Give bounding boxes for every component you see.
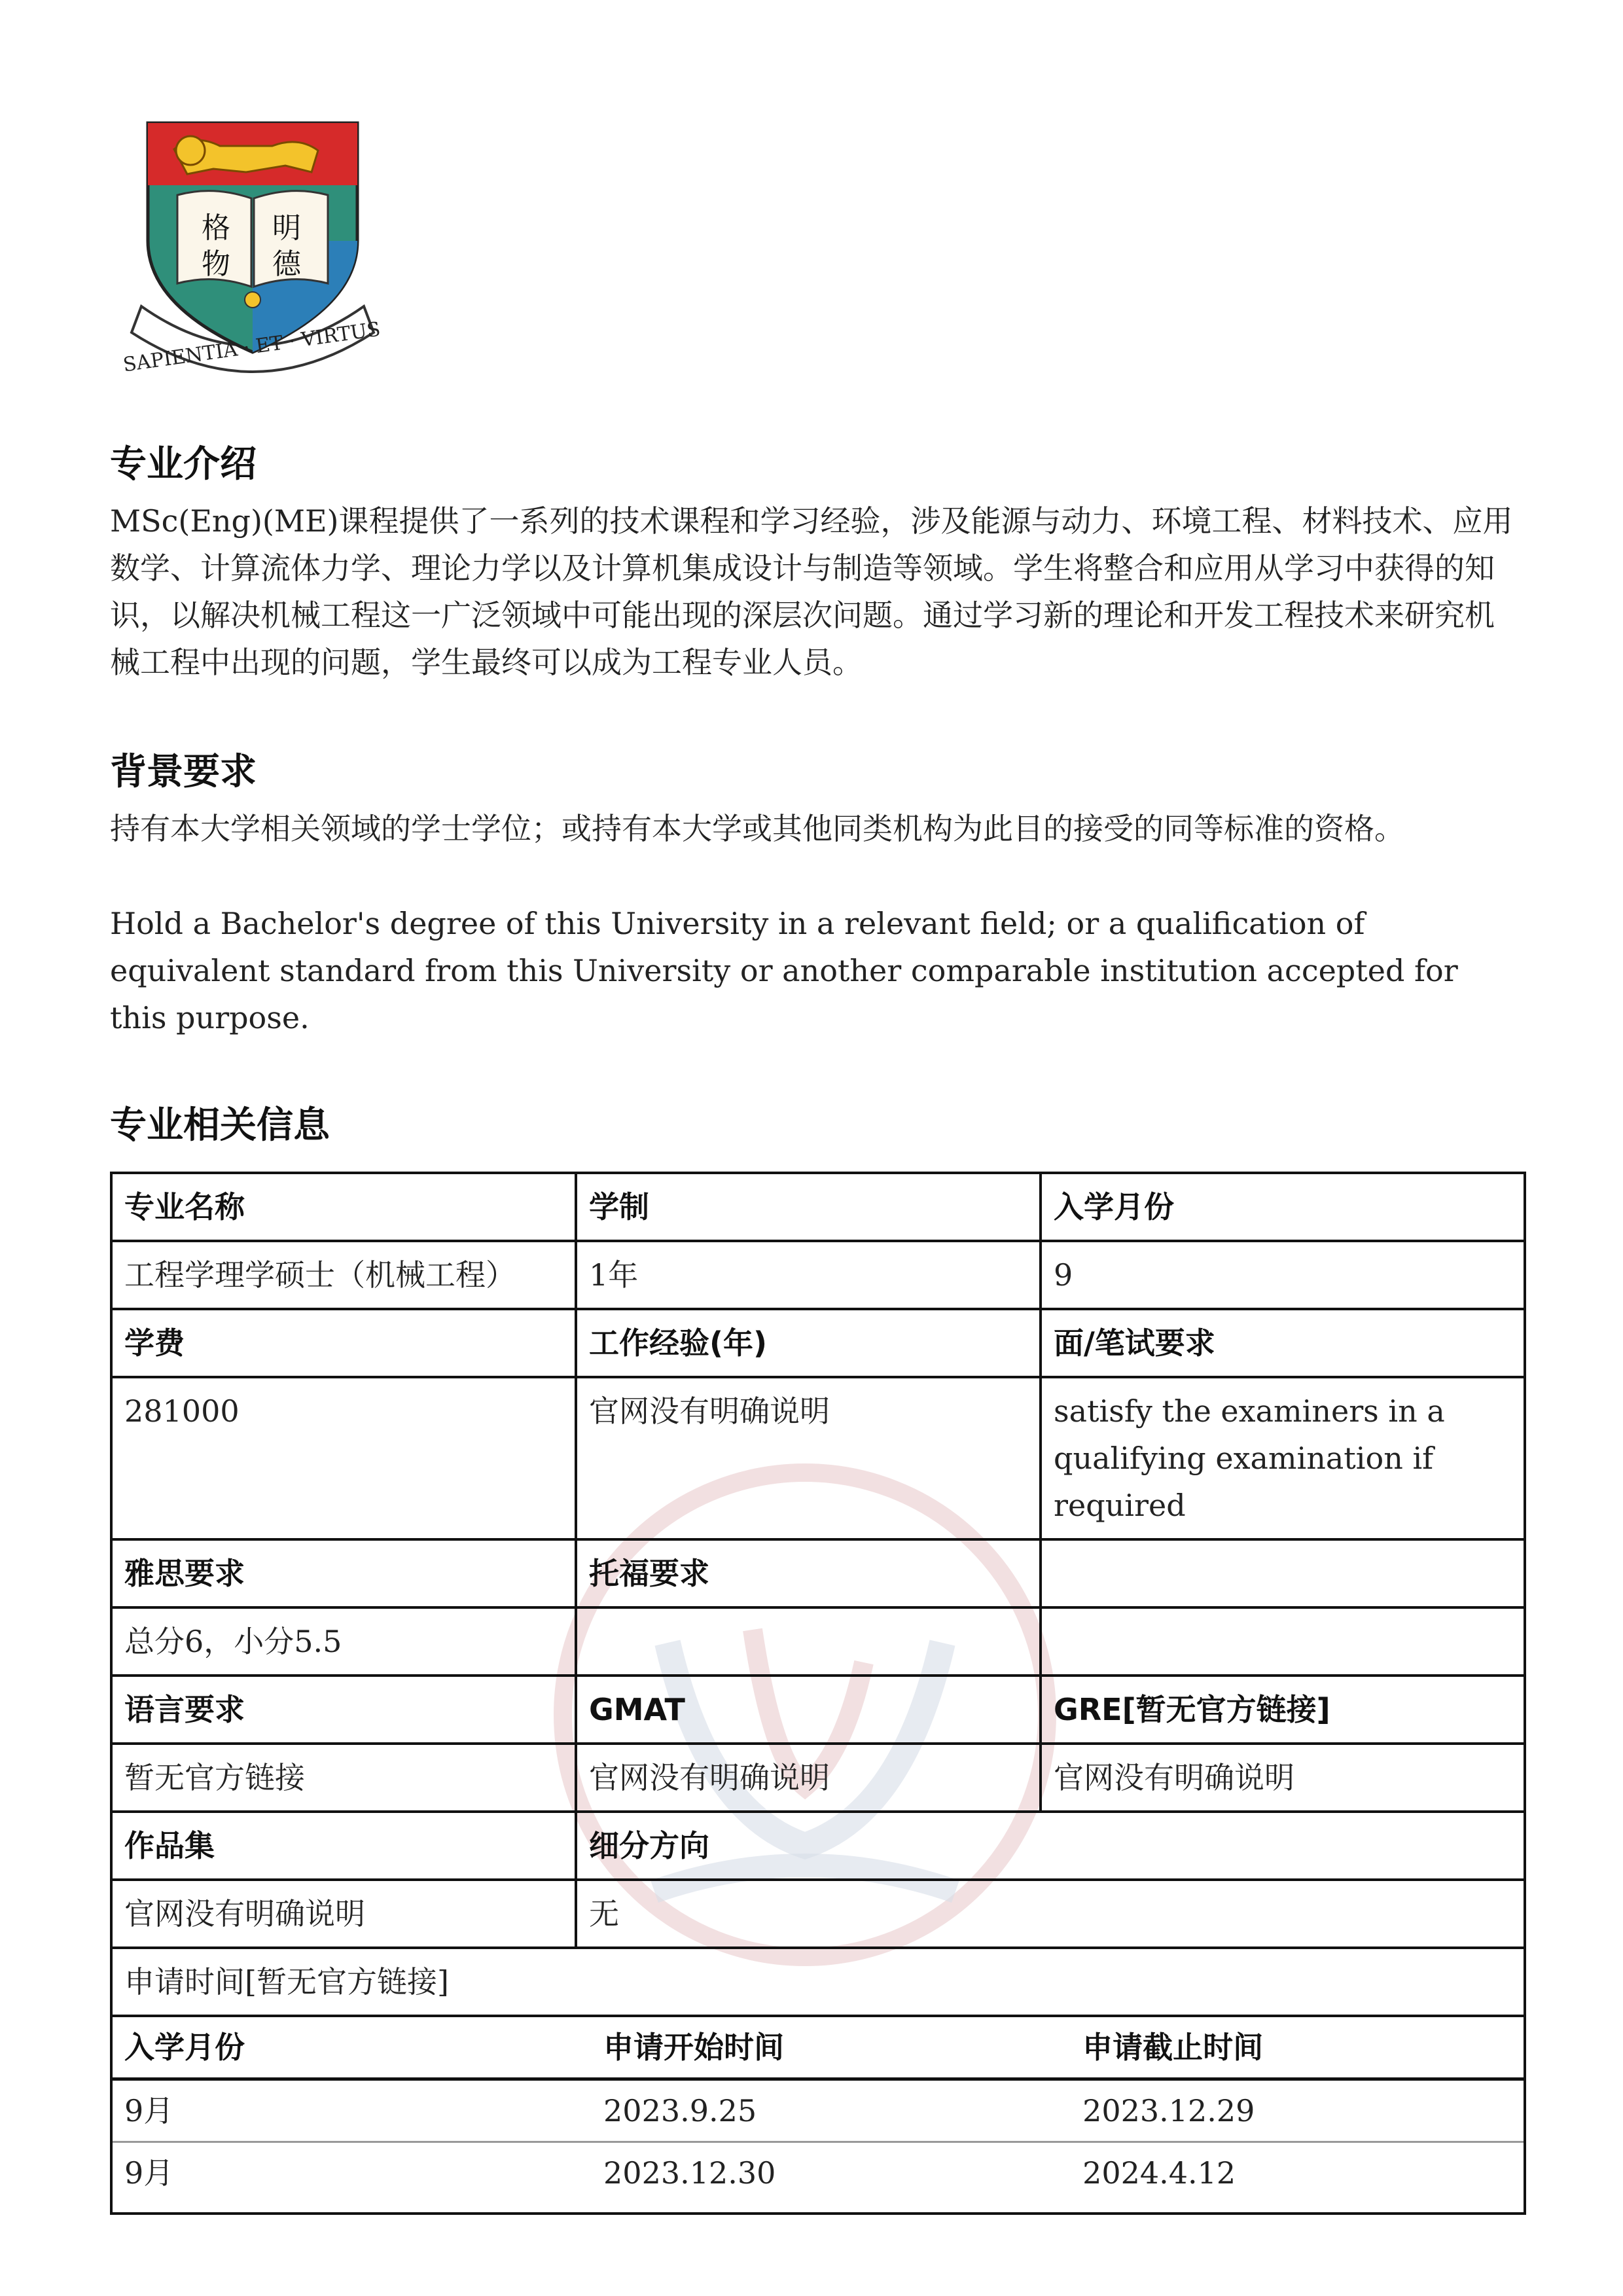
crest-motto: SAPIENTIA · ET · VIRTUS	[122, 317, 382, 377]
portfolio-value: 官网没有明确说明	[111, 1880, 576, 1948]
table-row	[111, 1607, 1525, 1676]
duration-value: 1年	[576, 1241, 1041, 1309]
gmat-label: GMAT	[576, 1676, 1041, 1744]
table-row	[111, 1173, 1525, 1241]
empty-cell	[1041, 1880, 1525, 1948]
crest-char-4: 德	[272, 247, 301, 281]
gmat-value: 官网没有明确说明	[576, 1744, 1041, 1812]
intake-month-value: 9	[1041, 1241, 1525, 1309]
tuition-value: 281000	[111, 1377, 576, 1539]
table-row	[111, 1880, 1525, 1948]
program-info-table	[110, 1172, 1526, 2215]
schedule-start: 2023.9.25	[592, 2079, 1071, 2142]
portfolio-label: 作品集	[111, 1812, 576, 1880]
intro-heading: 专业介绍	[110, 443, 257, 486]
program-name-value: 工程学理学硕士（机械工程）	[111, 1241, 576, 1309]
schedule-header-deadline: 申请截止时间	[1071, 2017, 1524, 2079]
background-text-cn: 持有本大学相关领域的学士学位；或持有本大学或其他同类机构为此目的接受的同等标准的资格。	[110, 811, 1404, 846]
info-heading: 专业相关信息	[110, 1104, 330, 1147]
tuition-label: 学费	[111, 1309, 576, 1377]
interview-value: satisfy the examiners in a qualifying examination if required	[1041, 1377, 1525, 1539]
empty-cell	[1041, 1539, 1525, 1607]
table-row	[111, 1948, 1525, 2016]
table-row	[111, 2016, 1525, 2214]
crest-char-2: 明	[272, 211, 301, 245]
work-experience-label: 工作经验(年)	[576, 1309, 1041, 1377]
duration-label: 学制	[576, 1173, 1041, 1241]
schedule-deadline: 2024.4.12	[1082, 2155, 1236, 2191]
application-time-label: 申请时间[暂无官方链接]	[111, 1948, 1525, 2016]
intro-text: MSc(Eng)(ME)课程提供了一系列的技术课程和学习经验，涉及能源与动力、环境工程、材料技术、应用数学、计算流体力学、理论力学以及计算机集成设计与制造等领域。学生将整合和应用从学习中获得的知识，以解决机械工程这一广泛领域中可能出现的深层次问题。通过学习新的理论和开发工程技术来研究机械工程中出现的问题，学生最终可以成为工程专业人员。	[110, 503, 1513, 680]
background-heading: 背景要求	[110, 751, 257, 793]
gre-value: 官网没有明确说明	[1041, 1744, 1525, 1812]
toefl-label: 托福要求	[576, 1539, 1041, 1607]
crest-char-1: 格	[202, 211, 230, 245]
table-row	[111, 1309, 1525, 1377]
interview-label: 面/笔试要求	[1041, 1309, 1525, 1377]
table-row	[111, 1241, 1525, 1309]
schedule-intake: 9月	[113, 2079, 592, 2142]
table-row	[111, 1539, 1525, 1607]
program-name-label: 专业名称	[111, 1173, 576, 1241]
work-experience-value: 官网没有明确说明	[576, 1377, 1041, 1539]
ielts-label: 雅思要求	[111, 1539, 576, 1607]
university-crest-logo	[122, 110, 383, 377]
language-label: 语言要求	[111, 1676, 576, 1744]
language-value: 暂无官方链接	[111, 1744, 576, 1812]
schedule-row	[113, 2142, 1524, 2204]
intake-month-label: 入学月份	[1041, 1173, 1525, 1241]
table-row	[111, 1812, 1525, 1880]
empty-cell	[1041, 1607, 1525, 1676]
ielts-value: 总分6，小分5.5	[111, 1607, 576, 1676]
table-row	[111, 1377, 1525, 1539]
subdirection-value: 无	[576, 1880, 1041, 1948]
schedule-header-intake: 入学月份	[113, 2017, 592, 2079]
subdirection-label: 细分方向	[576, 1812, 1041, 1880]
schedule-intake: 9月	[124, 2155, 174, 2191]
schedule-deadline: 2023.12.29	[1071, 2079, 1524, 2142]
gre-label: GRE[暂无官方链接]	[1041, 1676, 1525, 1744]
toefl-value	[576, 1607, 1041, 1676]
application-schedule-cell	[111, 2016, 1525, 2214]
empty-cell	[1041, 1812, 1525, 1880]
application-schedule-table	[113, 2017, 1524, 2203]
table-row	[111, 1744, 1525, 1812]
background-text-en: Hold a Bachelor's degree of this University in a relevant field; or a qualification of equivalent standard from this University or another comparable institution accepted for this purpose.	[110, 906, 1458, 1035]
schedule-start: 2023.12.30	[603, 2155, 776, 2191]
schedule-row	[113, 2079, 1524, 2142]
crest-char-3: 物	[202, 247, 230, 281]
table-row	[111, 1676, 1525, 1744]
schedule-header-row	[113, 2017, 1524, 2079]
schedule-header-start: 申请开始时间	[592, 2017, 1071, 2079]
